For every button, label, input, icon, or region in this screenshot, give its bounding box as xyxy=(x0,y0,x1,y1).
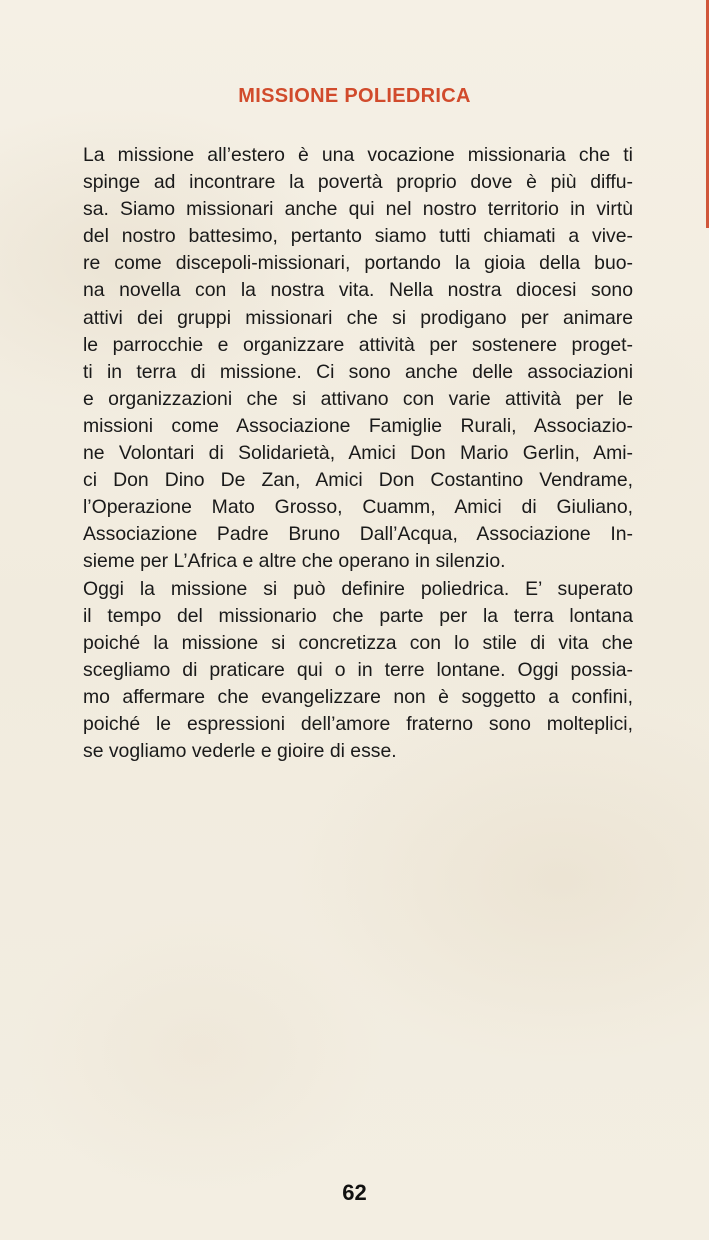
text-line: l’Operazione Mato Grosso, Cuamm, Amici di Giuliano, xyxy=(83,496,633,519)
text-line: del nostro battesimo, pertanto siamo tutti chiamati a vive- xyxy=(83,225,633,248)
text-line: attivi dei gruppi missionari che si prodigano per animare xyxy=(83,306,633,329)
text-line: le parrocchie e organizzare attività per sostenere proget- xyxy=(83,333,633,356)
page-number: 62 xyxy=(342,1180,367,1205)
text-line: na novella con la nostra vita. Nella nostra diocesi sono xyxy=(83,279,633,302)
text-line: il tempo del missionario che parte per la terra lontana xyxy=(83,604,633,627)
text-line: re come discepoli-missionari, portando la gioia della buo- xyxy=(83,252,633,275)
text-line: se vogliamo vederle e gioire di esse. xyxy=(83,740,397,763)
section-title: MISSIONE POLIEDRICA xyxy=(238,85,471,107)
text-line: spinge ad incontrare la povertà proprio dove è più diffu- xyxy=(83,171,633,194)
text-line: La missione all’estero è una vocazione missionaria che ti xyxy=(83,144,633,166)
text-line: ti in terra di missione. Ci sono anche delle associazioni xyxy=(83,360,633,383)
body-paragraph xyxy=(83,142,633,765)
text-line: Associazione Padre Bruno Dall’Acqua, Associazione In- xyxy=(83,523,633,546)
text-line: poiché le espressioni dell’amore fraterno sono molteplici, xyxy=(83,712,633,735)
text-line: ne Volontari di Solidarietà, Amici Don Mario Gerlin, Ami- xyxy=(83,442,633,465)
text-line: e organizzazioni che si attivano con varie attività per le xyxy=(83,387,633,410)
text-line: Oggi la missione si può definire poliedrica. E’ superato xyxy=(83,577,633,600)
text-line: poiché la missione si concretizza con lo stile di vita che xyxy=(83,631,633,654)
text-line: scegliamo di praticare qui o in terre lontane. Oggi possia- xyxy=(83,658,633,681)
text-line: mo affermare che evangelizzare non è soggetto a confini, xyxy=(83,685,633,708)
text-line: sa. Siamo missionari anche qui nel nostro territorio in virtù xyxy=(83,198,633,221)
text-line: sieme per L’Africa e altre che operano in silenzio. xyxy=(83,550,506,573)
text-line: missioni come Associazione Famiglie Rurali, Associazio- xyxy=(83,414,633,437)
text-line: ci Don Dino De Zan, Amici Don Costantino Vendrame, xyxy=(83,469,633,492)
